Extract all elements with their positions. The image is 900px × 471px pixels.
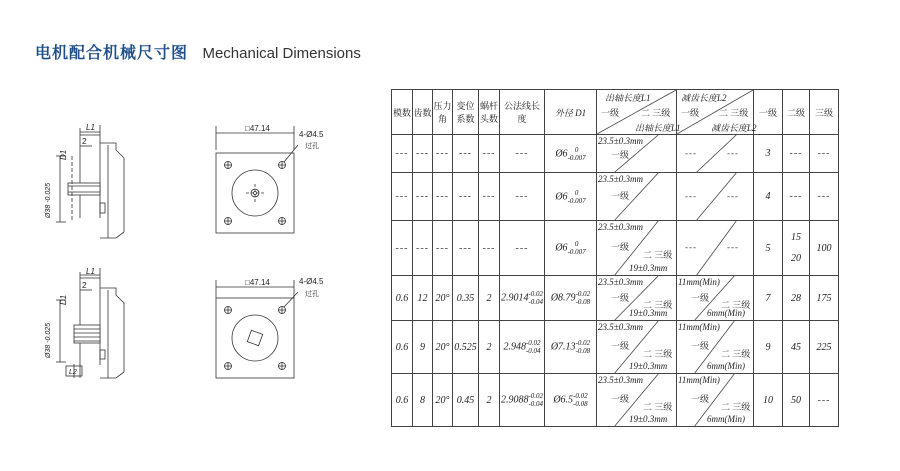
table-header-row [392, 90, 839, 135]
cell-module: 0.6 [392, 276, 413, 321]
cell-l2 [677, 173, 754, 221]
top-front-square: □47.14 [245, 124, 270, 133]
cell-module: 0.6 [392, 374, 413, 427]
table-row [392, 374, 839, 427]
header-g1: 一级 [754, 90, 783, 135]
cell-g1: 7 [754, 276, 783, 321]
cell-g2 [783, 221, 810, 276]
cell-lead: --- [479, 173, 500, 221]
l2-b-label: 二 三级 [721, 300, 751, 310]
wn-value: 2.9088 [500, 394, 529, 406]
top-side-view [56, 125, 124, 238]
table-row [392, 276, 839, 321]
cell-shift: --- [453, 135, 479, 173]
cell-teeth: 8 [413, 374, 433, 427]
l1-a-value: 23.5±0.3mm [598, 375, 643, 385]
header-l1-title: 出轴长度L1 [605, 93, 651, 103]
l1-b-label: 二 三级 [643, 250, 673, 260]
wn-tol-dn: -0.04 [525, 347, 541, 355]
l2-a-value: --- [685, 242, 697, 252]
cell-l1 [597, 221, 677, 276]
cell-l1 [597, 374, 677, 427]
bottom-front-holes-note: 过孔 [305, 291, 319, 298]
l2-a-value: 11mm(Min) [678, 277, 720, 287]
l1-a-value: 23.5±0.3mm [598, 277, 643, 287]
cell-l2 [677, 321, 754, 374]
cell-g2: 50 [783, 374, 810, 427]
header-l1-a: 一级 [601, 108, 620, 118]
cell-shift: --- [453, 173, 479, 221]
l1-a-label: 一级 [611, 341, 630, 351]
cell-lead: --- [479, 135, 500, 173]
cell-pa: 20° [433, 276, 453, 321]
table-row [392, 135, 839, 173]
l1-b-value: 19±0.3mm [629, 263, 668, 273]
header-l1-b: 二 三级 [641, 108, 671, 118]
l1-b-label: 二 三级 [643, 402, 673, 412]
l1-a-label: 一级 [611, 191, 630, 201]
cell-l2 [677, 374, 754, 427]
l2-b-value: --- [727, 191, 739, 201]
bottom-side-view [56, 268, 124, 378]
cell-shift: --- [453, 221, 479, 276]
od-value: Ø8.79 [550, 292, 576, 304]
top-side-shaft: Ø38 -0.025 [45, 182, 52, 218]
wn-tol-dn: -0.04 [528, 298, 544, 306]
cell-g3: --- [810, 173, 839, 221]
table-row [392, 221, 839, 276]
title-en: Mechanical Dimensions [202, 45, 361, 62]
l2-a-value: 11mm(Min) [678, 375, 720, 385]
bottom-front-view [216, 280, 298, 378]
l2-b-value: 6mm(Min) [707, 361, 745, 371]
cell-shift: 0.35 [453, 276, 479, 321]
header-teeth: 齿数 [413, 90, 433, 135]
l2-a-label: 一级 [691, 341, 710, 351]
cell-od [545, 321, 597, 374]
l2-b-label: 二 三级 [721, 349, 751, 359]
bottom-side-d1: D1 [59, 294, 68, 305]
wn-tol-up: -0.02 [525, 339, 541, 347]
cell-od [545, 221, 597, 276]
wn-tol-up: -0.02 [528, 290, 544, 298]
cell-od [545, 276, 597, 321]
l1-a-value: 23.5±0.3mm [598, 222, 643, 232]
top-side-two: 2 [82, 137, 87, 146]
od-tol-up: 0 [574, 188, 579, 197]
cell-g3: --- [810, 135, 839, 173]
top-front-holes: 4-Ø4.5 [299, 130, 324, 139]
header-lead: 蜗杆头数 [479, 90, 500, 135]
cell-g3: 100 [810, 221, 839, 276]
cell-wn: --- [500, 135, 545, 173]
od-tol-dn: -0.08 [575, 347, 591, 355]
cell-wn: --- [500, 221, 545, 276]
cell-l2 [677, 276, 754, 321]
l1-a-label: 一级 [611, 394, 630, 404]
cell-l1 [597, 135, 677, 173]
l2-b-value: 6mm(Min) [707, 414, 745, 424]
cell-teeth: --- [413, 221, 433, 276]
cell-g1: 10 [754, 374, 783, 427]
od-tol-dn: -0.007 [567, 196, 586, 205]
cell-lead: 2 [479, 276, 500, 321]
cell-teeth: 12 [413, 276, 433, 321]
mechanical-drawings [0, 0, 390, 471]
bottom-side-l2: L2 [69, 369, 77, 376]
l2-a-value: 11mm(Min) [678, 322, 720, 332]
wn-value: 2.948 [503, 341, 526, 353]
cell-lead: 2 [479, 374, 500, 427]
table-row [392, 321, 839, 374]
wn-tol-up: -0.02 [528, 392, 544, 400]
top-front-holes-note: 过孔 [305, 143, 319, 150]
spec-table-body [392, 135, 839, 427]
od-tol-up: 0 [574, 240, 579, 248]
od-value: Ø6 [555, 190, 568, 202]
cell-shift: 0.525 [453, 321, 479, 374]
cell-l1 [597, 276, 677, 321]
od-tol-dn: -0.007 [567, 153, 586, 162]
cell-wn [500, 321, 545, 374]
header-l2 [677, 90, 757, 135]
od-tol-up: -0.02 [573, 392, 588, 400]
header-l2-title-repeat: 减齿长度L2 [711, 123, 757, 133]
cell-g2: 28 [783, 276, 810, 321]
cell-teeth: 9 [413, 321, 433, 374]
table-row [392, 173, 839, 221]
cell-pa: 20° [433, 374, 453, 427]
cell-shift: 0.45 [453, 374, 479, 427]
od-value: Ø6 [555, 147, 568, 159]
bottom-side-two: 2 [82, 281, 87, 290]
g2-value: 15 [791, 232, 801, 243]
cell-module: --- [392, 173, 413, 221]
cell-pa: --- [433, 173, 453, 221]
od-value: Ø6.5 [553, 394, 574, 406]
cell-l2 [677, 221, 754, 276]
od-value: Ø7.13 [550, 341, 576, 353]
cell-g1: 9 [754, 321, 783, 374]
l1-a-value: 23.5±0.3mm [598, 322, 643, 332]
l2-a-value: --- [685, 191, 697, 201]
cell-g3: 225 [810, 321, 839, 374]
cell-wn [500, 374, 545, 427]
cell-g1: 3 [754, 135, 783, 173]
header-g2: 二级 [783, 90, 810, 135]
cell-module: --- [392, 221, 413, 276]
header-l2-b: 二 三级 [719, 108, 749, 118]
od-value: Ø6 [555, 242, 568, 254]
cell-l1 [597, 321, 677, 374]
cell-g2: --- [783, 173, 810, 221]
od-tol-up: -0.02 [575, 339, 591, 347]
od-tol-up: 0 [574, 145, 579, 154]
cell-od [545, 173, 597, 221]
od-tol-dn: -0.08 [573, 400, 588, 408]
cell-lead: 2 [479, 321, 500, 374]
header-pressure-angle: 压力角 [433, 90, 453, 135]
cell-teeth: --- [413, 135, 433, 173]
cell-g3: 175 [810, 276, 839, 321]
cell-g1: 5 [754, 221, 783, 276]
l2-a-value: --- [685, 148, 697, 158]
cell-g3: --- [810, 374, 839, 427]
cell-lead: --- [479, 221, 500, 276]
bottom-front-holes: 4-Ø4.5 [299, 277, 324, 286]
cell-pa: --- [433, 221, 453, 276]
cell-pa: --- [433, 135, 453, 173]
cell-l1 [597, 173, 677, 221]
header-l1 [597, 90, 681, 135]
od-tol-up: -0.02 [575, 290, 591, 298]
wn-tol-dn: -0.04 [528, 400, 544, 408]
l1-b-value: 19±0.3mm [629, 308, 668, 318]
cell-od [545, 135, 597, 173]
cell-g2: 45 [783, 321, 810, 374]
l2-b-label: 二 三级 [721, 402, 751, 412]
header-l2-title: 减齿长度L2 [681, 93, 727, 103]
l2-b-value: --- [727, 242, 739, 252]
l1-a-label: 一级 [611, 150, 630, 160]
cell-wn: --- [500, 173, 545, 221]
bottom-side-l1: L1 [86, 267, 95, 276]
l1-b-value: 19±0.3mm [629, 414, 668, 424]
wn-value: 2.9014 [500, 292, 529, 304]
top-side-d1: D1 [59, 149, 68, 160]
l1-a-value: 23.5±0.3mm [598, 136, 643, 146]
title-cn: 电机配合机械尺寸图 [35, 45, 189, 62]
header-module: 模数 [392, 90, 413, 135]
od-tol-dn: -0.08 [575, 298, 591, 306]
l1-a-value: 23.5±0.3mm [598, 174, 643, 184]
l1-b-label: 二 三级 [643, 300, 673, 310]
l1-b-value: 19±0.3mm [629, 361, 668, 371]
bottom-front-square: □47.14 [245, 278, 270, 287]
cell-od [545, 374, 597, 427]
g2b-value: 20 [791, 253, 801, 264]
top-front-view [216, 126, 298, 233]
l2-a-label: 一级 [691, 293, 710, 303]
cell-g1: 4 [754, 173, 783, 221]
top-side-l1: L1 [86, 123, 95, 132]
l1-a-label: 一级 [611, 242, 630, 252]
cell-module: --- [392, 135, 413, 173]
l2-a-label: 一级 [691, 394, 710, 404]
cell-module: 0.6 [392, 321, 413, 374]
header-wn: 公法线长度 [500, 90, 545, 135]
header-l2-a: 一级 [681, 108, 700, 118]
cell-l2 [677, 135, 754, 173]
l2-b-value: --- [727, 148, 739, 158]
cell-teeth: --- [413, 173, 433, 221]
l2-b-value: 6mm(Min) [707, 308, 745, 318]
header-l1-title-repeat: 出轴长度L1 [635, 123, 681, 133]
od-tol-dn: -0.007 [567, 248, 586, 256]
cell-pa: 20° [433, 321, 453, 374]
header-g3: 三级 [810, 90, 839, 135]
cell-wn [500, 276, 545, 321]
header-od: 外径 D1 [545, 90, 597, 135]
header-shift: 变位系数 [453, 90, 479, 135]
cell-g2: --- [783, 135, 810, 173]
l1-a-label: 一级 [611, 293, 630, 303]
l1-b-label: 二 三级 [643, 349, 673, 359]
spec-table [391, 89, 839, 427]
bottom-side-shaft: Ø38 -0.025 [45, 322, 52, 358]
